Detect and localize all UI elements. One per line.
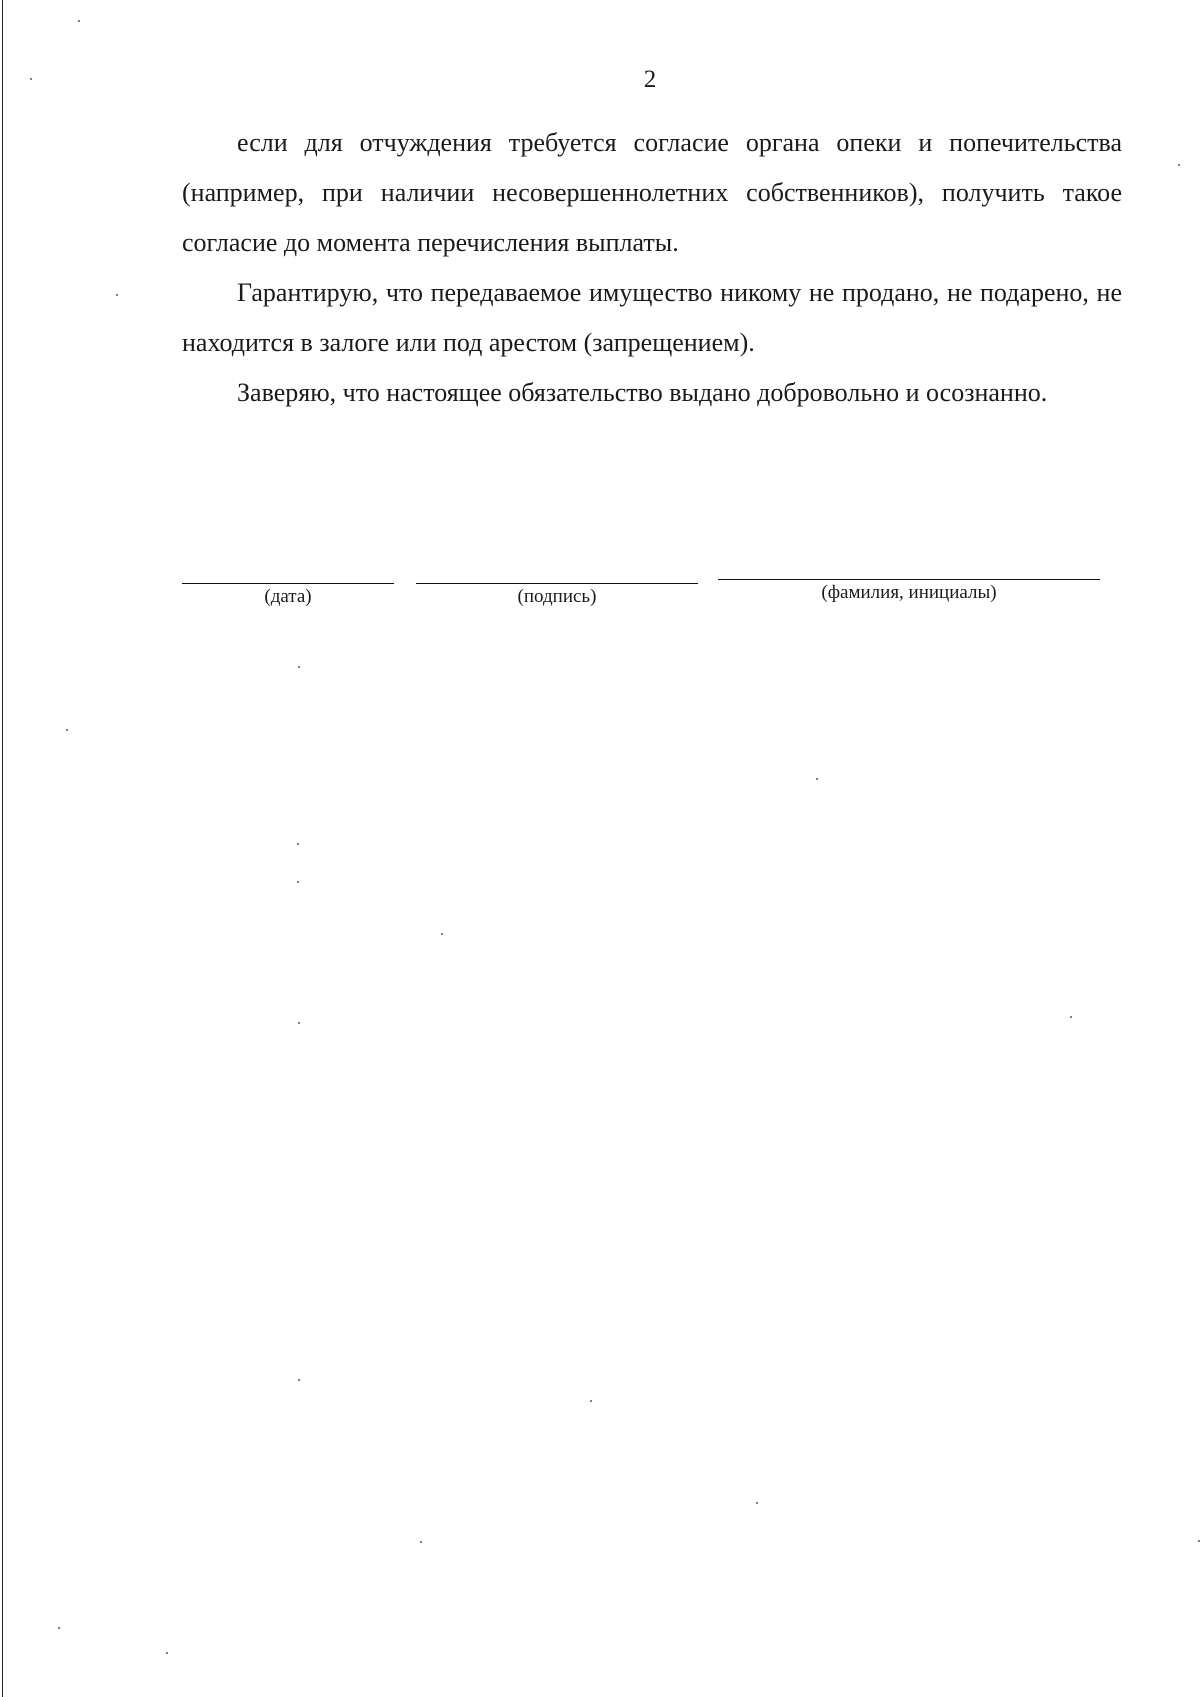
paragraph-assurance: Заверяю, что настоящее обязательство выдано добровольно и осознанно. (237, 378, 1048, 407)
scan-speck (116, 294, 118, 296)
signature-caption: (подпись) (517, 586, 597, 607)
scan-speck (816, 778, 818, 780)
scan-speck (66, 729, 68, 731)
scan-speck (1070, 1016, 1072, 1018)
scan-edge (2, 0, 3, 1697)
scan-speck (1178, 164, 1180, 166)
date-line (182, 583, 394, 584)
scan-speck (756, 1502, 758, 1504)
paragraph-guarantee: Гарантирую, что передаваемое имущество никому не продано, не подарено, не находится в залоге или под арестом (запрещением). (182, 278, 1122, 357)
scan-speck (298, 666, 300, 668)
scan-speck (298, 1022, 300, 1024)
scan-speck (58, 1627, 60, 1629)
scan-speck (297, 843, 299, 845)
paragraph-consent: если для отчуждения требуется согласие органа опеки и попечительства (например, при наличии несовершеннолетних собственников), получить такое согласие до момента перечисления выплаты. (182, 128, 1122, 257)
scan-speck (30, 78, 32, 80)
signature-block (0, 566, 1200, 626)
signature-line (416, 583, 698, 584)
document-body (182, 118, 1122, 418)
scan-speck (298, 1379, 300, 1381)
scan-speck (420, 1541, 422, 1543)
name-caption: (фамилия, инициалы) (821, 582, 997, 603)
scan-speck (78, 20, 80, 22)
scan-speck (297, 881, 299, 883)
date-caption: (дата) (264, 586, 312, 607)
scan-speck (590, 1400, 592, 1402)
page-number: 2 (643, 66, 657, 93)
scan-speck (166, 1652, 168, 1654)
scan-speck (441, 933, 443, 935)
name-line (718, 579, 1100, 580)
